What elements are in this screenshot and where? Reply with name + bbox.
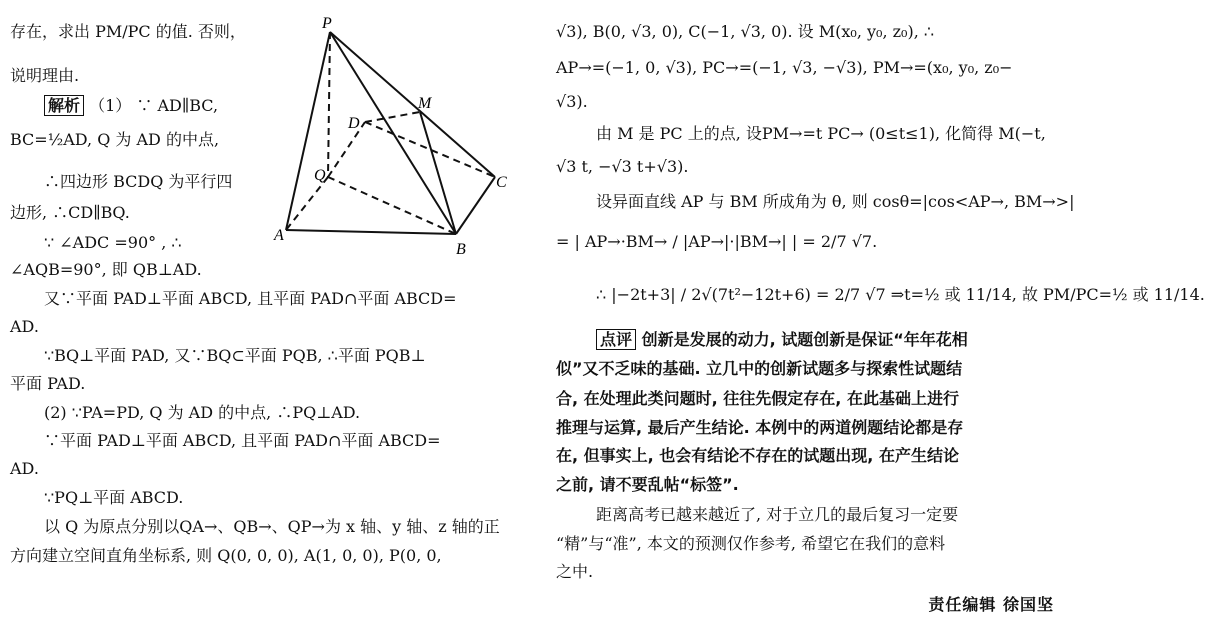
- text-line: 推理与运算, 最后产生结论. 本例中的两道例题结论都是存: [556, 418, 964, 437]
- text-line: ∵PQ⊥平面 ABCD.: [44, 488, 184, 507]
- text-line: √3 t, −√3 t+√3).: [556, 157, 689, 176]
- text-line: ∵平面 PAD⊥平面 ABCD, 且平面 PAD∩平面 ABCD=: [44, 431, 441, 450]
- label-B: B: [456, 241, 466, 258]
- comment-line: [596, 330, 968, 350]
- text-line: 方向建立空间直角坐标系, 则 Q(0, 0, 0), A(1, 0, 0), P(0, 0,: [10, 546, 442, 565]
- text-line: ∴四边形 BCDQ 为平行四: [44, 172, 233, 191]
- text-line: 距离高考已越来越近了, 对于立几的最后复习一定要: [596, 505, 959, 524]
- text-line: AP→=(−1, 0, √3), PC→=(−1, √3, −√3), PM→=(x₀, y₀, z₀−: [556, 58, 1013, 77]
- comment-label: 点评: [596, 329, 636, 350]
- pyramid-figure: [270, 12, 520, 262]
- text-line: 之中.: [556, 562, 594, 581]
- text-line: = | AP→·BM→ / |AP→|·|BM→| | = 2/7 √7.: [556, 232, 878, 251]
- label-M: M: [418, 95, 432, 112]
- text-line: 在, 但事实上, 也会有结论不存在的试题出现, 在产生结论: [556, 446, 959, 465]
- text-line: 说明理由.: [10, 66, 80, 85]
- text-line: √3), B(0, √3, 0), C(−1, √3, 0). 设 M(x₀, y₀, z₀), ∴: [556, 22, 935, 41]
- label-P: P: [322, 15, 332, 32]
- text-line: 存在，求出 PM/PC 的值. 否则，: [10, 22, 246, 41]
- text-line: AD.: [10, 459, 39, 478]
- analysis-label: 解析: [44, 95, 84, 116]
- label-D: D: [348, 115, 360, 132]
- text-line: 平面 PAD.: [10, 374, 86, 393]
- text-line: 之前, 请不要乱帖“标签”.: [556, 475, 739, 494]
- editor-signature: 责任编辑 徐国坚: [928, 595, 1054, 614]
- text-line: (2) ∵PA=PD, Q 为 AD 的中点, ∴PQ⊥AD.: [44, 403, 361, 422]
- label-A: A: [274, 227, 284, 244]
- analysis-line: [44, 96, 218, 116]
- text-line: “精”与“准”, 本文的预测仅作参考, 希望它在我们的意料: [556, 534, 946, 553]
- label-C: C: [496, 174, 507, 191]
- text-line: ∵BQ⊥平面 PAD, 又∵BQ⊂平面 PQB, ∴平面 PQB⊥: [44, 346, 426, 365]
- text-line: （1） ∵ AD∥BC,: [89, 96, 219, 115]
- text-line: AD.: [10, 317, 39, 336]
- text-line: 创新是发展的动力, 试题创新是保证“年年花相: [641, 330, 968, 349]
- text-line: √3).: [556, 92, 588, 111]
- label-Q: Q: [314, 167, 326, 184]
- text-line: ∵ ∠ADC =90° , ∴: [44, 233, 182, 252]
- text-line: 似”又不乏味的基础. 立几中的创新试题多与探索性试题结: [556, 359, 963, 378]
- text-line: 边形, ∴CD∥BQ.: [10, 203, 130, 222]
- text-line: 以 Q 为原点分别以QA→、QB→、QP→为 x 轴、y 轴、z 轴的正: [44, 517, 500, 536]
- text-line: 设异面直线 AP 与 BM 所成角为 θ, 则 cosθ=|cos<AP→, BM→>|: [596, 192, 1075, 211]
- text-line: BC=½AD, Q 为 AD 的中点,: [10, 130, 220, 149]
- text-line: ∠AQB=90°, 即 QB⊥AD.: [10, 260, 202, 279]
- text-line: ∴ |−2t+3| / 2√(7t²−12t+6) = 2/7 √7 ⇒t=½ 或 11/14, 故 PM/PC=½ 或 11/14.: [596, 285, 1205, 304]
- text-line: 合, 在处理此类问题时, 往往先假定存在, 在此基础上进行: [556, 389, 959, 408]
- text-line: 又∵平面 PAD⊥平面 ABCD, 且平面 PAD∩平面 ABCD=: [44, 289, 457, 308]
- text-line: 由 M 是 PC 上的点, 设PM→=t PC→ (0≤t≤1), 化简得 M(−t,: [596, 124, 1046, 143]
